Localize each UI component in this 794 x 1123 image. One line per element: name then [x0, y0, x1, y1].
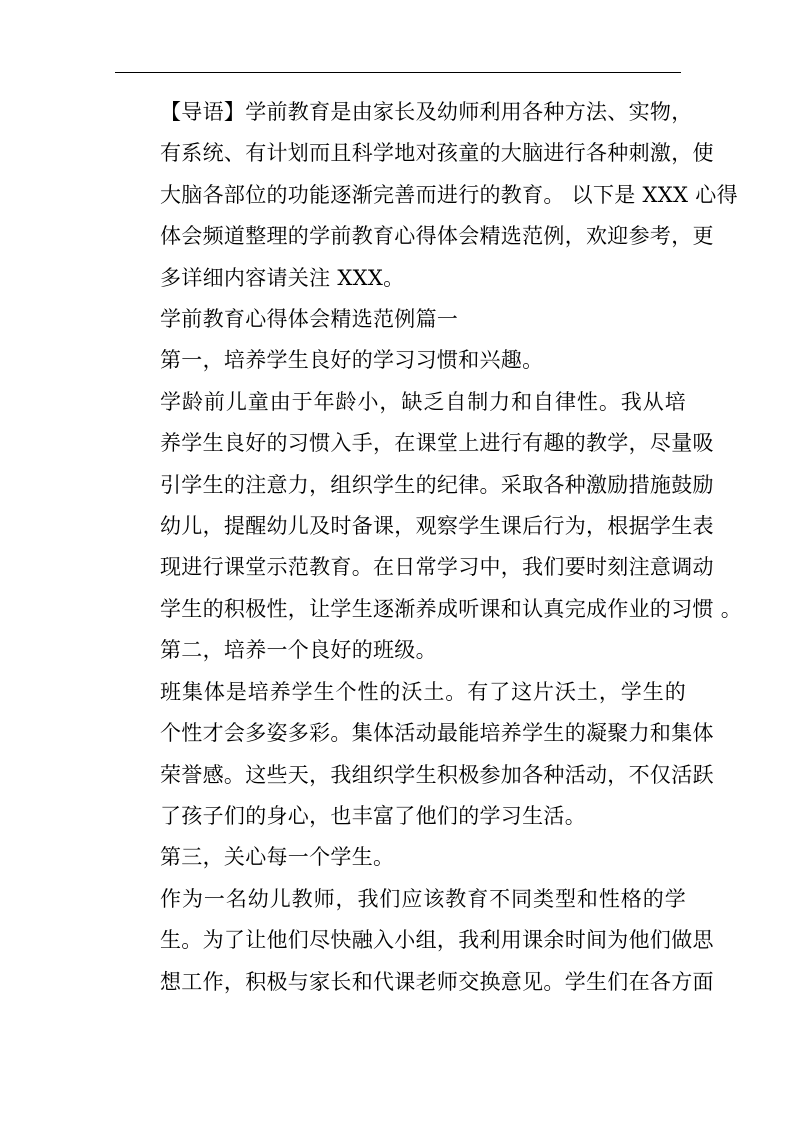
- text-line: 引学生的注意力，组织学生的纪律。采取各种激励措施鼓励: [160, 472, 714, 497]
- section-heading: [118, 299, 686, 340]
- text-line: 学龄前儿童由于年龄小，缺乏自制力和自律性。我从培: [160, 389, 686, 414]
- text-line: 大脑各部位的功能逐渐完善而进行的教育。 以下是 XXX 心得: [160, 182, 738, 207]
- text-line: 作为一名幼儿教师，我们应该教育不同类型和性格的学: [160, 886, 686, 911]
- document-body: [118, 92, 743, 1003]
- text-line: 第一，培养学生良好的学习习惯和兴趣。: [160, 348, 544, 373]
- text-line: 了孩子们的身心，也丰富了他们的学习生活。: [160, 803, 586, 828]
- text-line: 幼儿，提醒幼儿及时备课，观察学生课后行为，根据学生表: [160, 514, 714, 539]
- body-paragraph-2: [118, 672, 714, 838]
- point-heading-3: [118, 837, 686, 878]
- point-heading-1: [118, 340, 686, 381]
- text-line: 第三，关心每一个学生。: [160, 845, 395, 870]
- text-line: 现进行课堂示范教育。在日常学习中，我们要时刻注意调动: [160, 555, 714, 580]
- text-line: 个性才会多姿多彩。集体活动最能培养学生的凝聚力和集体: [160, 721, 714, 746]
- text-line: 班集体是培养学生个性的沃土。有了这片沃土，学生的: [160, 679, 686, 704]
- body-paragraph-3: [118, 879, 714, 1003]
- body-paragraph-1: [118, 382, 743, 630]
- text-line: 生。为了让他们尽快融入小组，我利用课余时间为他们做思: [160, 928, 714, 953]
- header-rule: [115, 72, 681, 73]
- text-line: 学前教育心得体会精选范例篇一: [160, 307, 459, 332]
- point-heading-2: [118, 630, 686, 671]
- text-line: 有系统、有计划而且科学地对孩童的大脑进行各种刺激，使: [160, 141, 714, 166]
- text-line: 【导语】学前教育是由家长及幼师利用各种方法、实物，: [160, 100, 693, 124]
- text-line: 想工作，积极与家长和代课老师交换意见。学生们在各方面: [160, 969, 714, 994]
- text-line: 第二，培养一个良好的班级。: [160, 638, 437, 663]
- text-line: 多详细内容请关注 XXX。: [160, 265, 405, 290]
- text-line: 养学生良好的习惯入手，在课堂上进行有趣的教学，尽量吸: [160, 431, 714, 456]
- text-line: 学生的积极性，让学生逐渐养成听课和认真完成作业的习惯 。: [160, 596, 743, 621]
- intro-paragraph: [118, 92, 738, 299]
- text-line: 荣誉感。这些天，我组织学生积极参加各种活动，不仅活跃: [160, 762, 714, 787]
- text-line: 体会频道整理的学前教育心得体会精选范例，欢迎参考，更: [160, 224, 714, 249]
